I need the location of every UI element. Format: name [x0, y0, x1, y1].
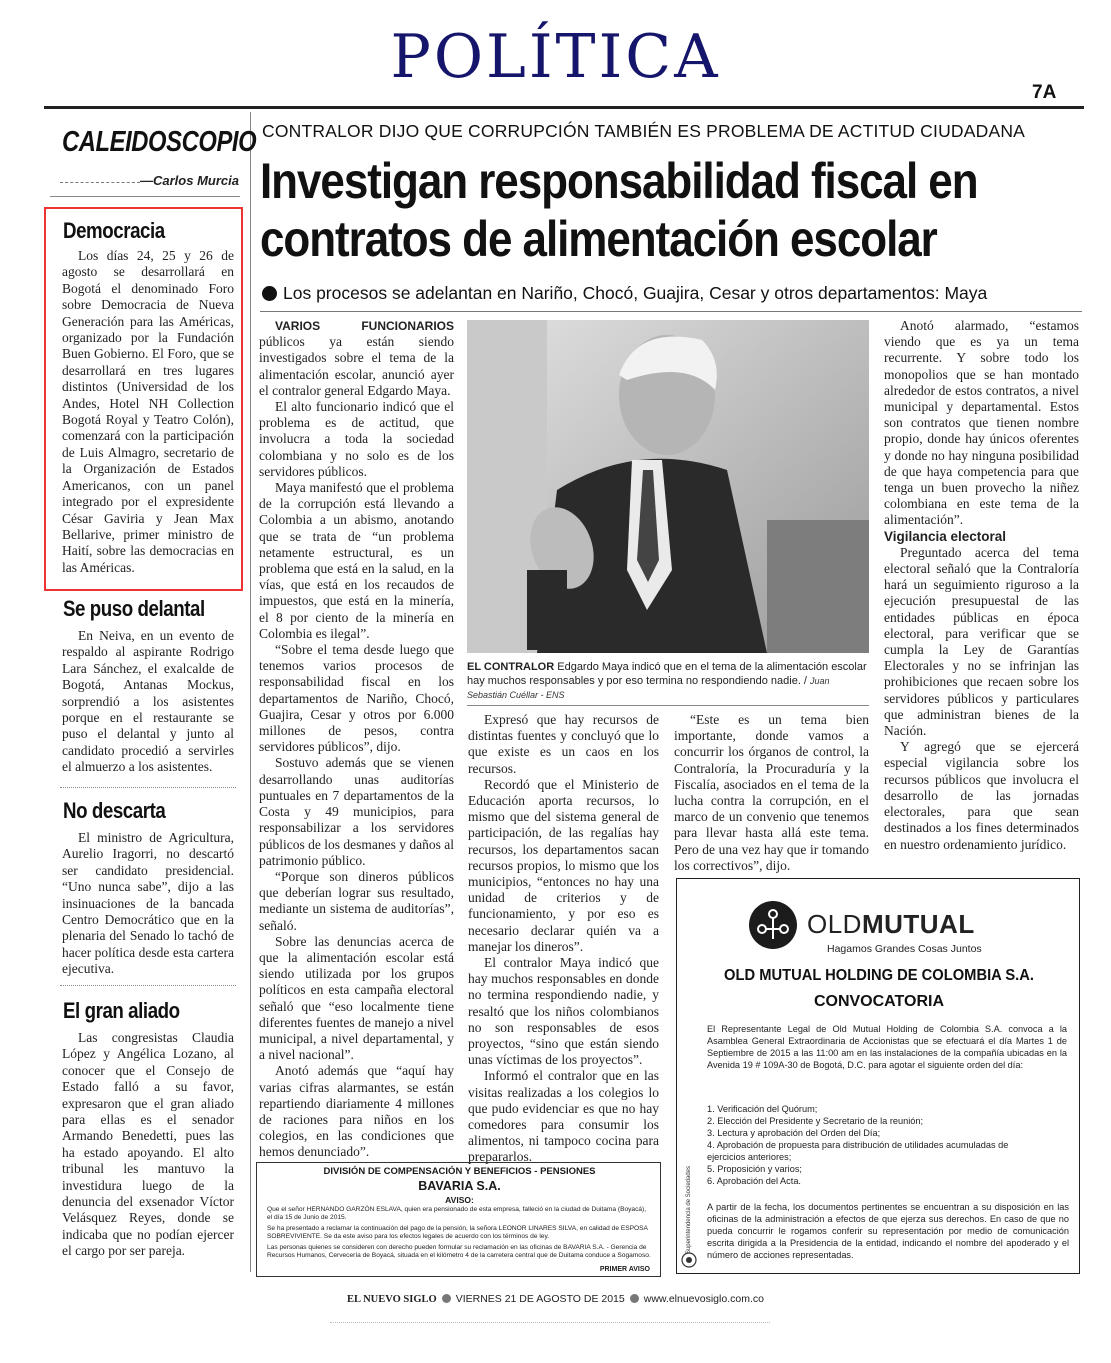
paragraph: Y agregó que se ejercerá especial vigilancia sobre los recursos públicos que involucra el desarrollo de las jornadas electorales, para que sean destinados a los fines determinados en nuestro ordenamiento jurídico. — [884, 739, 1079, 852]
superintendencia-seal — [681, 1165, 697, 1269]
logo-mark-icon — [749, 901, 797, 949]
agenda-item: 4. Aprobación de propuesta para distribución de utilidades acumuladas de ejercicios anteriores; — [707, 1140, 1009, 1162]
bullet-icon — [262, 286, 277, 301]
paragraph: Anotó alarmado, “estamos viendo que es ya un tema recurrente. Y sobre todo los monopolios que se han montado alrededor de estos contratos, a nivel municipal y departamental. Estos son contratos que tienen nombre propio, donde hay únicos oferentes y donde no hay ninguna posibilidad de que haya competencia para que tenga un buen provecho la niñez colombiana en este tema de la alimentación”. — [884, 318, 1079, 528]
brand-light: OLD — [807, 909, 862, 939]
brief-title: Democracia — [63, 218, 165, 243]
bavaria-notice — [256, 1162, 661, 1277]
contralor-photo-illustration — [467, 320, 869, 653]
brief-title: No descarta — [63, 798, 166, 823]
notice-text: Las personas quienes se consideren con derecho pueden formular su reclamación en las oficinas de BAVARIA S.A. - Gerencia de Recursos Humanos, Cervecería de Boyacá, situada en el kilómetro 4 de la carretera central que de Duitama conduce a Sogamoso. — [267, 1244, 651, 1260]
article-column-4 — [884, 318, 1079, 853]
old-mutual-ad — [676, 878, 1080, 1274]
notice-division: DIVISIÓN DE COMPENSACIÓN Y BENEFICIOS - PENSIONES — [323, 1166, 596, 1177]
brief-title: El gran aliado — [63, 998, 180, 1023]
subheadline-rule — [260, 311, 1082, 312]
notice-footer: PRIMER AVISO — [599, 1266, 650, 1273]
footer-url: www.elnuevosiglo.com.co — [643, 1293, 764, 1305]
caption-lead: EL CONTRALOR — [467, 661, 555, 673]
notice-company: BAVARIA S.A. — [418, 1179, 501, 1193]
paragraph: “Sobre el tema desde luego que tenemos varios procesos de responsabilidad fiscal en los departamentos de Nariño, Chocó, Guajira, Cesar y otros por 6.000 millones de pesos, contra servidores públicos”, dijo. — [259, 642, 454, 755]
paragraph: Anotó además que “aquí hay varias cifras alarmantes, se están repartiendo diariamente 4 millones de raciones para niños en los colegios, en las condiciones que hemos denunciado”. — [259, 1063, 454, 1160]
brand-tagline: Hagamos Grandes Cosas Juntos — [827, 943, 982, 955]
photo-credit: Juan Sebastián Cuéllar - ENS — [467, 676, 830, 700]
column-divider — [250, 112, 251, 1272]
article-column-1 — [259, 318, 454, 1161]
paragraph: “Porque son dineros públicos que deberían lograr sus resultado, mediante un sistema de auditorías”, señaló. — [259, 868, 454, 933]
caption-rule — [467, 705, 869, 706]
notice-text: Se ha presentado a reclamar la continuación del pago de la pensión, la señora LEONOR LINARES SILVA, en calidad de ESPOSA SOBREVIVIENTE. Se da este aviso para los efectos legales de acuerdo con los términos de ley. — [267, 1225, 648, 1241]
paragraph: “Este es un tema bien importante, donde vamos a concurrir los órganos de control, la Contraloría, la Procuraduría y la Fiscalía, asociados en el tema de la lucha contra la corrupción, en el marco de un convenio que tenemos para llevar hasta allá este tema. Pero de una vez hay que ir tomando los correctivos”, dijo. — [674, 712, 869, 873]
ad-company: OLD MUTUAL HOLDING DE COLOMBIA S.A. — [724, 967, 1034, 984]
ad-title: CONVOCATORIA — [813, 993, 945, 1010]
photo-caption — [467, 660, 867, 702]
paragraph: Expresó que hay recursos de distintas fuentes y concluyó que lo que existe es un caos en los recursos. — [468, 712, 659, 776]
agenda-item: 3. Lectura y aprobación del Orden del Día; — [707, 1128, 881, 1138]
paragraph: Recordó que el Ministerio de Educación aporta recursos, lo mismo que del sistema general de participación, de las regalías hay recursos, los departamentos sacan recursos propios, lo mismo que los municipios, “entonces no hay una unidad de criterios y de funcionamiento, y por eso es necesario declarar quién va a manejar los dineros”. — [468, 776, 659, 954]
header-rule — [44, 106, 1084, 109]
agenda-item: 5. Proposición y varios; — [707, 1164, 802, 1174]
paragraph: Maya manifestó que el problema de la corrupción está llevando a Colombia a un abismo, anotando que se trata de “un problema netamente estructural, es un problema que está en la salud, en la vías, que está en los recaudos de impuestos, que está en la minería, el 8 por ciento de la minería en Colombia es ilegal”. — [259, 480, 454, 641]
column-title: CALEIDOSCOPIO — [62, 126, 257, 158]
agenda-item: 6. Aprobación del Acta. — [707, 1176, 801, 1186]
paper-name: EL NUEVO SIGLO — [347, 1294, 437, 1305]
brand-bold: MUTUAL — [861, 909, 975, 939]
page-number: 7A — [1032, 82, 1057, 103]
paragraph-text: públicos ya están siendo investigados sobre el tema de la alimentación escolar, anunció ayer el contralor general Edgardo Maya. — [259, 334, 454, 398]
seal-text: Superintendencia de Sociedades — [686, 1165, 692, 1255]
agenda-item: 2. Elección del Presidente y Secretario de la reunión; — [707, 1116, 924, 1126]
article-column-2 — [468, 712, 659, 1166]
bullet-icon — [630, 1294, 639, 1303]
paragraph: Preguntado acerca del tema electoral señaló que la Contraloría hará un seguimiento riguroso a la ejecución presupuestal de las entidades públicas en época electoral, para verificar que se cumpla la Ley de Garantías Electorales y no se infrinjan las prohibiciones que recaen sobre los servidores públicos y particulares que administran bienes de la Nación. — [884, 544, 1079, 739]
caption-text: Edgardo Maya indicó que en el tema de la alimentación escolar hay muchos responsables y por eso termina no respondiendo nadie. / — [467, 661, 867, 687]
paragraph: Informó el contralor que en las visitas realizadas a los colegios lo que pudo evidenciar es que no hay comedores para consumir los alimentos, ni tampoco cocina para prepararlos. — [468, 1068, 659, 1165]
paragraph: El alto funcionario indicó que el problema es de actitud, que involucra a toda la sociedad colombiana y no solo es de los servidores públicos. — [259, 399, 454, 479]
brief-divider — [60, 787, 236, 789]
agenda-list — [707, 1103, 1047, 1187]
headline-line: contratos de alimentación escolar — [260, 211, 937, 267]
brief-text: El ministro de Agricultura, Aurelio Iragorri, no descartó ser candidato presidencial. “Uno nunca sabe”, dijo a las insinuaciones de la bancada Centro Democrático que en la plenaria del Senado lo tachó de hacer política desde esta cartera ejecutiva. — [62, 830, 234, 977]
article-kicker: CONTRALOR DIJO QUE CORRUPCIÓN TAMBIÉN ES PROBLEMA DE ACTITUD CIUDADANA — [262, 121, 1026, 141]
brief-divider — [60, 985, 236, 987]
ad-intro: El Representante Legal de Old Mutual Holding de Colombia S.A. convoca a la Asamblea General Extraordinaria de Accionistas que se efectuará el día Martes 1 de Septiembre de 2015 a las 11:00 am en las instalaciones de la compañía ubicadas en la Avenida 19 # 109A-30 de Bogotá, D.C. para agotar el siguiente orden del día: — [707, 1024, 1067, 1070]
old-mutual-logo-icon — [749, 901, 797, 949]
bullet-icon — [442, 1294, 451, 1303]
article-photo — [467, 320, 869, 653]
author-dash-rule — [60, 182, 140, 184]
brand-name — [807, 909, 975, 940]
brief-text: Los días 24, 25 y 26 de agosto se desarrollará en Bogotá el denominado Foro sobre Democracia de Nueva Generación para las Américas, organizado por la Fundación Buen Gobierno. El Foro, que se desarrollará en tres lugares distintos (Universidad de los Andes, Hotel NH Collection Bogotá Royal y Teatro Colón), comenzará con la participación de Luis Almagro, secretario de la Organización de Estados Americanos, con un panel integrado por el expresidente César Gaviria y Jean Max Bellarive, primer ministro de Haití, sobre las democracias en las Américas. — [62, 248, 234, 575]
article-subheadline — [262, 283, 987, 304]
article-headline — [260, 152, 990, 268]
section-title: POLÍTICA — [390, 22, 721, 92]
paragraph: El contralor Maya indicó que hay muchos responsables en donde no termina respondiendo nadie, y resaltó que los niños colombianos no son responsables de esos proyectos, “sino que están siendo unas víctimas de los proyectos”. — [468, 955, 659, 1068]
brief-text: En Neiva, en un evento de respaldo al aspirante Rodrigo Lara Sánchez, el exalcalde de Bogotá, Antanas Mockus, sorprendió a los asistentes porque en el restaurante se puso el delantal y junto al candidato procedió a servirles el almuerzo a los asistentes. — [62, 628, 234, 775]
notice-aviso: AVISO: — [445, 1195, 474, 1205]
notice-text: Que el señor HERNANDO GARZÓN ESLAVA, quien era pensionado de esta empresa, falleció en la ciudad de Duitama (Boyacá), el día 15 de Junio de 2015. — [267, 1206, 647, 1222]
lead-in: VARIOS FUNCIONARIOS — [275, 319, 454, 333]
brief-text: Las congresistas Claudia López y Angélica Lozano, al conocer que el Consejo de Estado falló a su favor, expresaron que el gran aliado para ellas es el senador Armando Benedetti, pues las ha estado apoyando. El alto tribunal les mantuvo la investidura luego de la denuncia del exsenador Víctor Velásquez Reyes, donde se indicaba que no podían ejercer el cargo por ser pareja. — [62, 1030, 234, 1259]
footer-date: VIERNES 21 DE AGOSTO DE 2015 — [455, 1293, 625, 1305]
headline-line: Investigan responsabilidad fiscal en — [260, 153, 978, 209]
agenda-item: 1. Verificación del Quórum; — [707, 1104, 818, 1114]
column-author: —Carlos Murcia — [140, 173, 239, 188]
article-column-3 — [674, 712, 869, 874]
paragraph — [259, 318, 454, 399]
page-footer — [0, 1293, 1111, 1305]
paragraph: Sostuvo además que se vienen desarrollando unas auditorías puntuales en 7 departamentos de la Costa y 49 municipios, para responsabilizar a los servidores públicos de los desmanes y daños al patrimonio público. — [259, 755, 454, 868]
brief-title: Se puso delantal — [63, 596, 205, 621]
ad-closing: A partir de la fecha, los documentos pertinentes se encuentran a su disposición en las oficinas de la administración a efectos de que ejerza sus derechos. En caso de que no pueda concurrir le rogamos conferir su representación por medio de comunicación escrita dirigida a la Presidencia de la entidad, indicando el nombre del apoderado y el número de acciones representadas. — [707, 1202, 1069, 1260]
section-subhead: Vigilancia electoral — [884, 528, 1007, 544]
subheadline-text: Los procesos se adelantan en Nariño, Chocó, Guajira, Cesar y otros departamentos: Maya — [283, 283, 988, 303]
footer-rule — [330, 1322, 770, 1327]
paragraph: Sobre las denuncias acerca de que la alimentación escolar está siendo utilizada por los grupos políticos en esta campaña electoral señaló que “eso localmente tiene diferentes fuentes de manejo a nivel municipal, a nivel departamental, y a nivel nacional”. — [259, 933, 454, 1063]
